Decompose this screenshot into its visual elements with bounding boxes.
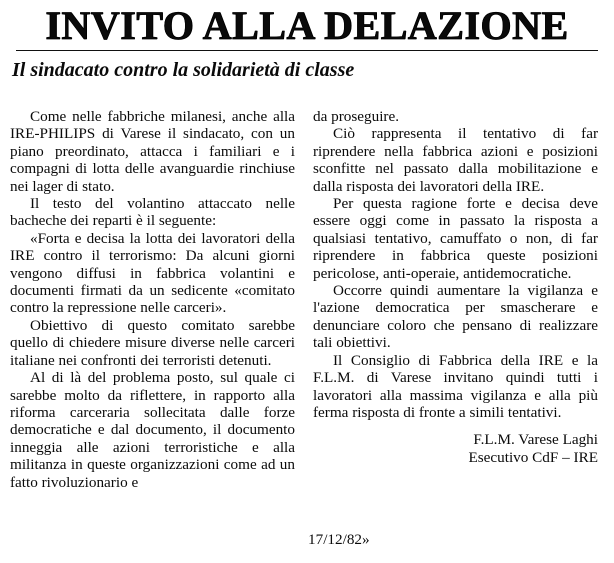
paragraph: Ciò rappresenta il tentativo di far riprendere nella fabbrica azioni e posizioni sconfitte nel passato dalla mobilitazione e dalla risposta dei lavoratori della IRE. bbox=[313, 125, 598, 195]
article-body bbox=[10, 108, 604, 491]
subtitle: Il sindacato contro la solidarietà di classe bbox=[12, 59, 355, 81]
document-date: 17/12/82» bbox=[308, 531, 370, 548]
paragraph: Come nelle fabbriche milanesi, anche alla IRE-PHILIPS di Varese il sindacato, con un piano preordinato, attacca i familiari e i compagni di lotta delle avanguardie rinchiuse nei lager di stato. bbox=[10, 108, 295, 195]
title-divider bbox=[16, 50, 598, 51]
signature-block bbox=[313, 431, 598, 466]
paragraph: Il testo del volantino attaccato nelle bacheche dei reparti è il seguente: bbox=[10, 195, 295, 230]
right-column bbox=[313, 108, 598, 491]
signature-line: Esecutivo CdF – IRE bbox=[468, 448, 598, 466]
paragraph: Obiettivo di questo comitato sarebbe quello di chiedere misure diverse nelle carceri italiane nei confronti dei terroristi detenuti. bbox=[10, 316, 295, 369]
page-title: INVITO ALLA DELAZIONE bbox=[45, 3, 569, 48]
paragraph: da proseguire. bbox=[313, 108, 400, 125]
paragraph: Il Consiglio di Fabbrica della IRE e la F.L.M. di Varese invitano quindi tutti i lavoratori alla massima vigilanza e alla più ferma risposta di fronte a simili tentativi. bbox=[313, 351, 598, 421]
left-column bbox=[10, 108, 295, 491]
signature-line: F.L.M. Varese Laghi bbox=[473, 431, 598, 449]
paragraph: Al di là del problema posto, sul quale ci sarebbe molto da riflettere, in rapporto alla riforma carceraria sollecitata dalle forze democratiche e dal documento, il documento inneggia alle azioni terroristiche e alla militanza in queste organizzazioni come ad un fatto rivoluzionario e bbox=[10, 369, 295, 491]
paragraph: Per questa ragione forte e decisa deve essere oggi come in passato la risposta a qualsiasi tentativo, camuffato o non, di far riprendere in fabbrica queste posizioni pericolose, anti-operaie, antidemocratiche. bbox=[313, 195, 598, 282]
paragraph: «Forta e decisa la lotta dei lavoratori della IRE contro il terrorismo: Da alcuni giorni vengono diffusi in fabbrica volantini e documenti firmati da un sedicente «comitato contro la repressione nelle carceri». bbox=[10, 229, 295, 317]
paragraph: Occorre quindi aumentare la vigilanza e l'azione democratica per smascherare e denunciare coloro che pensano di realizzare tali obiettivi. bbox=[313, 282, 598, 352]
